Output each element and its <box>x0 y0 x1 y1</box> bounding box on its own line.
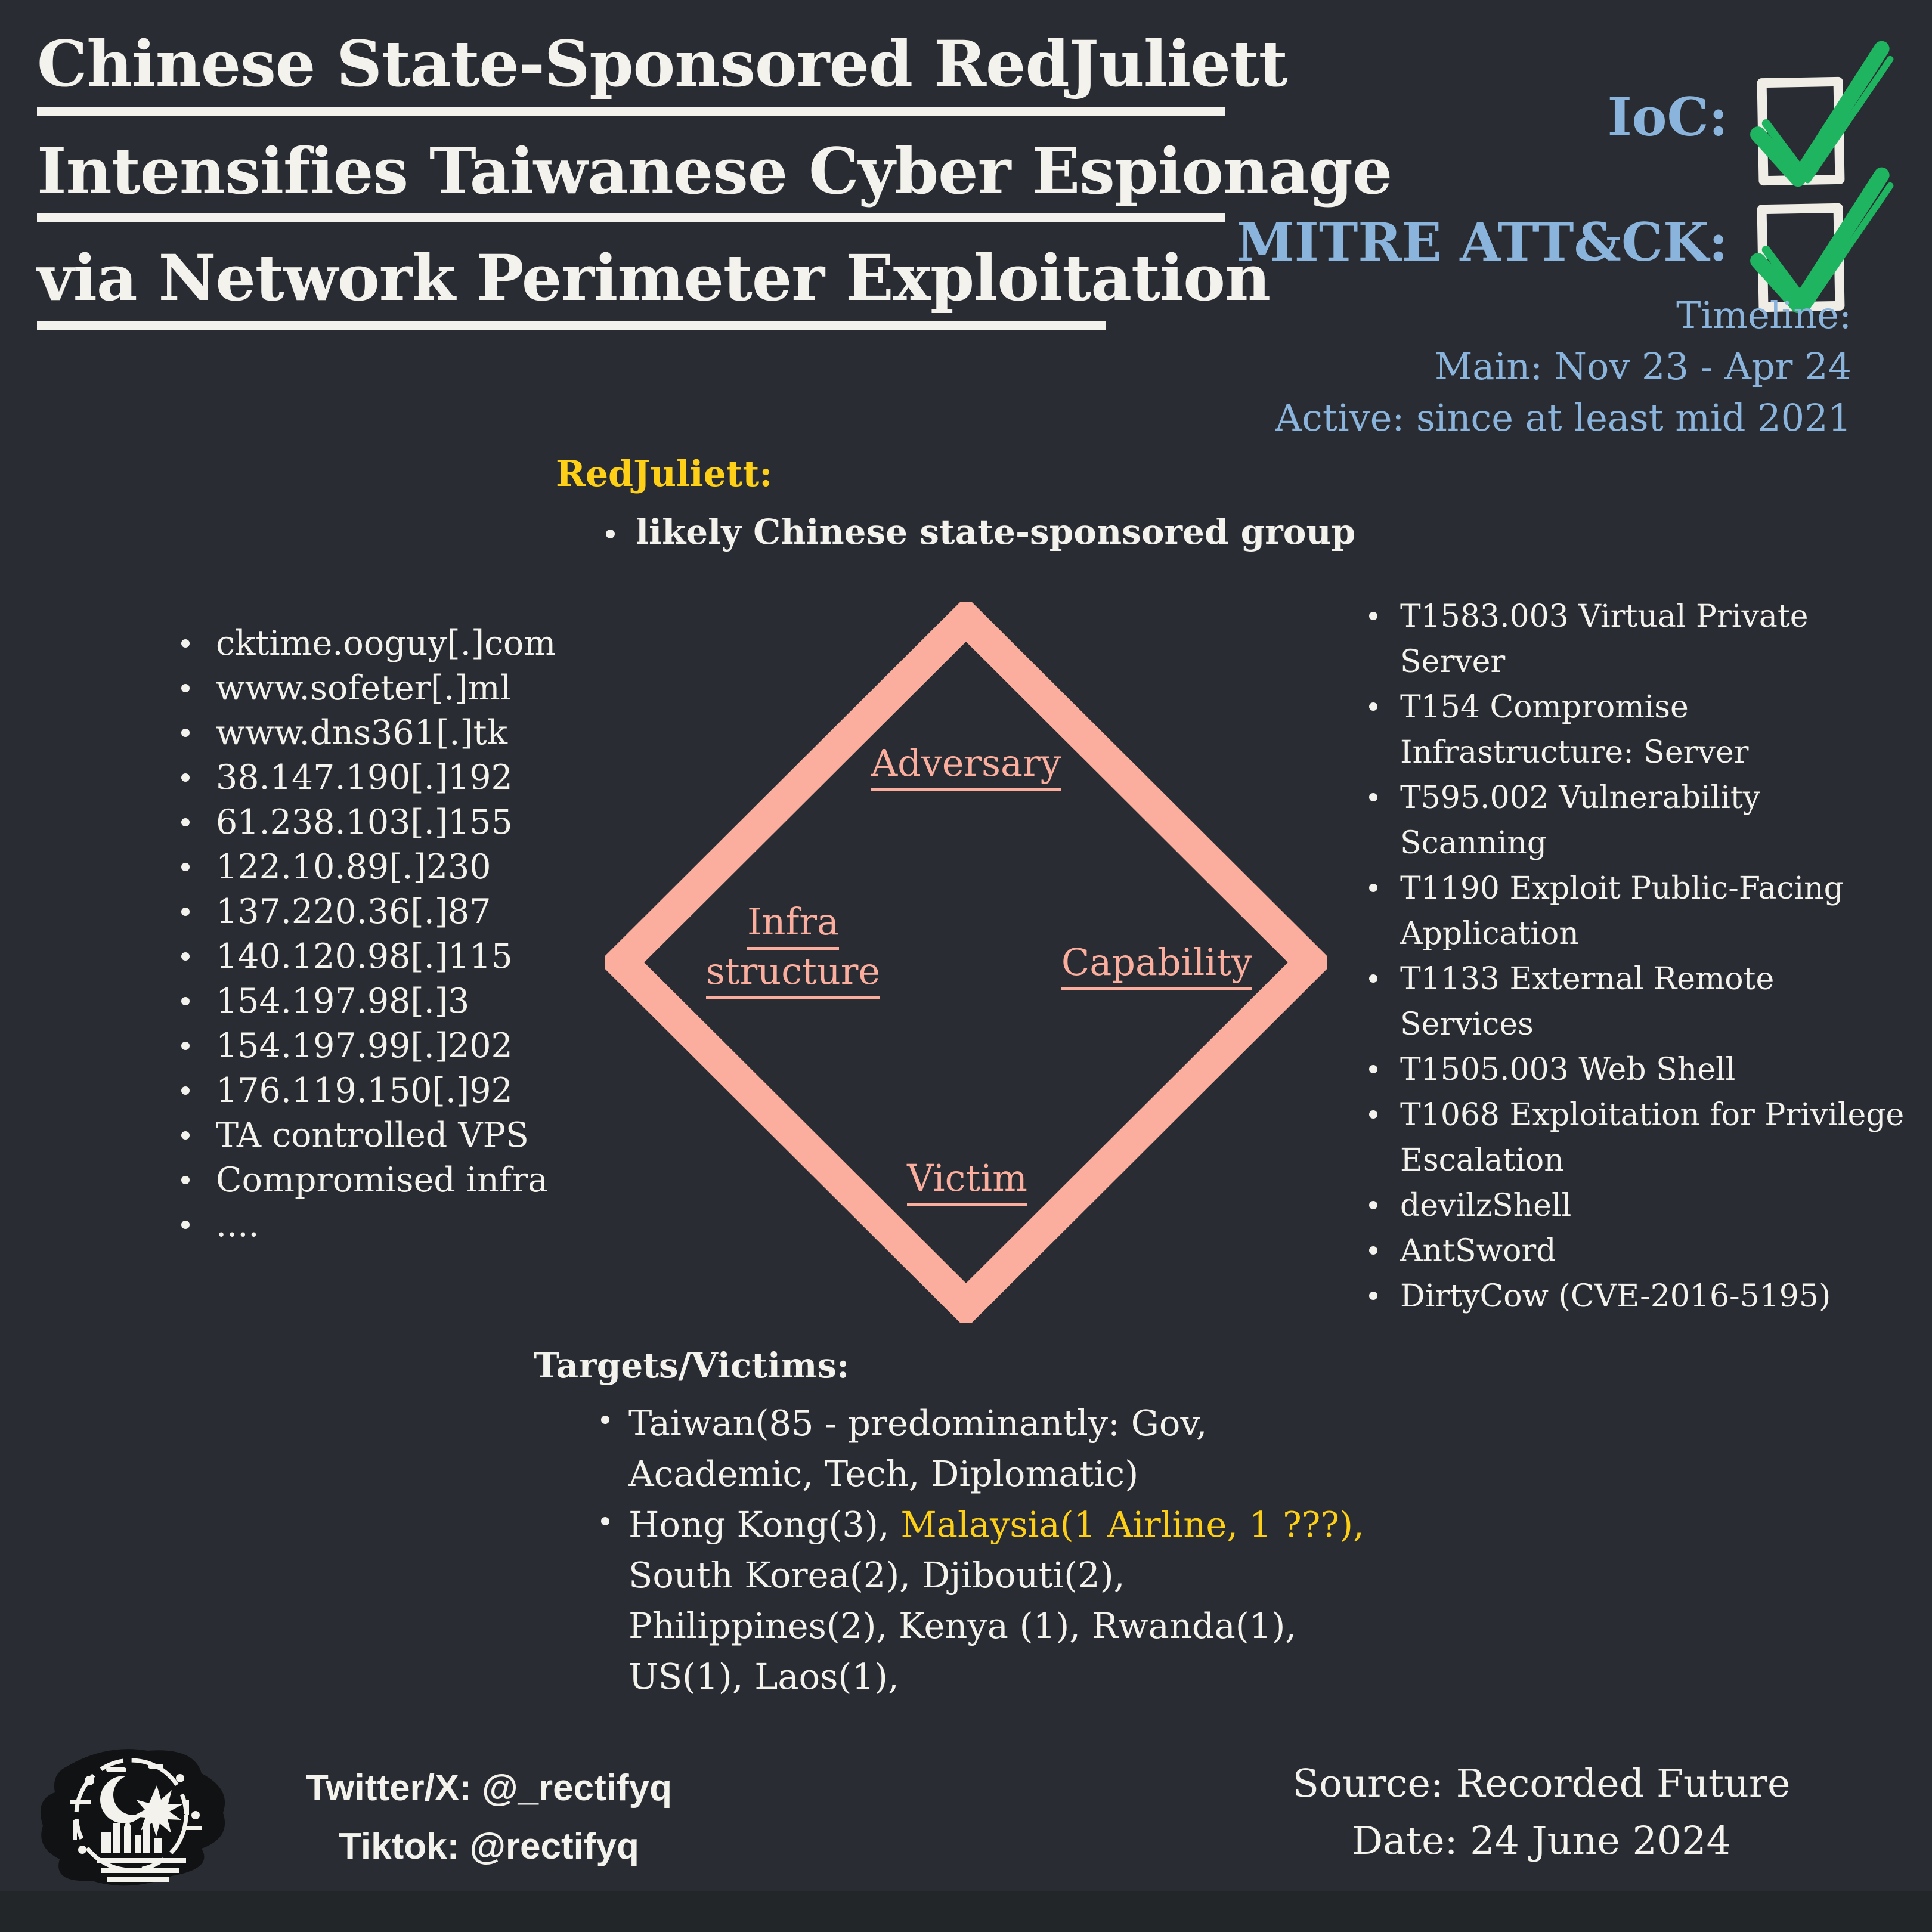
victims-item1-line2: Academic, Tech, Diplomatic) <box>628 1453 1139 1494</box>
title-line-1: Chinese State-Sponsored RedJuliett <box>37 29 1225 116</box>
victims-item2-line1 <box>628 1499 1528 1550</box>
infrastructure-ioc-list <box>178 621 643 1247</box>
diamond-label-text: Capability <box>1061 942 1252 990</box>
list-item: Compromised infra <box>178 1158 643 1203</box>
victims-text: Hong Kong(3), <box>628 1504 901 1545</box>
victims-list <box>597 1398 1528 1702</box>
list-item: www.dns361[.]tk <box>178 711 643 756</box>
social-handles <box>197 1767 781 1867</box>
source-text: Source: Recorded Future <box>1292 1761 1791 1806</box>
list-item: 137.220.36[.]87 <box>178 890 643 934</box>
list-item: TA controlled VPS <box>178 1113 643 1158</box>
victims-heading: Targets/Victims: <box>534 1345 850 1386</box>
list-item: 176.119.150[.]92 <box>178 1069 643 1113</box>
list-item: T1190 Exploit Public-Facing Application <box>1366 866 1907 956</box>
list-item: 38.147.190[.]192 <box>178 756 643 800</box>
list-item: DirtyCow (CVE-2016-5195) <box>1366 1274 1907 1319</box>
victims-highlight-malaysia: Malaysia(1 Airline, 1 ???), <box>900 1504 1364 1545</box>
title-line-3: via Network Perimeter Exploitation <box>37 243 1106 330</box>
list-item: 154.197.98[.]3 <box>178 979 643 1024</box>
title-line-2: Intensifies Taiwanese Cyber Espionage <box>37 136 1225 223</box>
timeline-active: Active: since at least mid 2021 <box>1275 396 1852 439</box>
list-item: T1505.003 Web Shell <box>1366 1047 1907 1092</box>
list-item: .... <box>178 1203 643 1247</box>
list-item: T154 Compromise Infrastructure: Server <box>1366 685 1907 775</box>
list-item: 122.10.89[.]230 <box>178 845 643 890</box>
victims-item2-line4: US(1), Laos(1), <box>628 1656 899 1697</box>
source-block <box>1258 1755 1825 1870</box>
mitre-attack-label: MITRE ATT&CK: <box>1236 211 1728 273</box>
list-item <box>597 1499 1528 1702</box>
timeline-main: Main: Nov 23 - Apr 24 <box>1434 345 1852 388</box>
list-item <box>597 1398 1528 1499</box>
diamond-label-capability <box>1048 942 1265 990</box>
list-item: AntSword <box>1366 1228 1907 1274</box>
list-item: T1133 External Remote Services <box>1366 956 1907 1047</box>
diamond-label-victim <box>860 1158 1075 1206</box>
victims-item2-line2: South Korea(2), Djibouti(2), <box>628 1555 1125 1596</box>
list-item: T1068 Exploitation for Privilege Escalation <box>1366 1092 1907 1183</box>
mitre-technique-list <box>1366 594 1907 1319</box>
diamond-label-text: Infra <box>747 902 839 950</box>
diamond-label-adversary <box>841 743 1091 791</box>
list-item: 140.120.98[.]115 <box>178 934 643 979</box>
twitter-handle: Twitter/X: @_rectifyq <box>306 1767 672 1809</box>
list-item: 154.197.99[.]202 <box>178 1024 643 1069</box>
diamond-label-infrastructure <box>692 902 894 1001</box>
timeline-heading: Timeline: <box>1676 293 1852 337</box>
group-bullet: likely Chinese state-sponsored group <box>601 512 1355 552</box>
tiktok-handle: Tiktok: @rectifyq <box>339 1826 639 1867</box>
timeline-block <box>1133 290 1852 444</box>
list-item: T1583.003 Virtual Private Server <box>1366 594 1907 685</box>
diamond-label-text: Victim <box>907 1158 1027 1206</box>
diamond-label-text: structure <box>706 951 880 999</box>
victims-item2-line3: Philippines(2), Kenya (1), Rwanda(1), <box>628 1605 1297 1646</box>
page-title <box>37 26 1392 350</box>
group-heading: RedJuliett: <box>556 453 773 495</box>
bottom-bar <box>0 1891 1932 1932</box>
ioc-label: IoC: <box>1607 86 1728 148</box>
list-item: cktime.ooguy[.]com <box>178 621 643 666</box>
list-item: www.sofeter[.]ml <box>178 666 643 711</box>
victims-item1-line1: Taiwan(85 - predominantly: Gov, <box>628 1402 1208 1444</box>
list-item: devilzShell <box>1366 1183 1907 1228</box>
diamond-label-text: Adversary <box>871 743 1061 791</box>
list-item: T595.002 Vulnerability Scanning <box>1366 775 1907 866</box>
date-text: Date: 24 June 2024 <box>1352 1819 1731 1863</box>
list-item: 61.238.103[.]155 <box>178 800 643 845</box>
